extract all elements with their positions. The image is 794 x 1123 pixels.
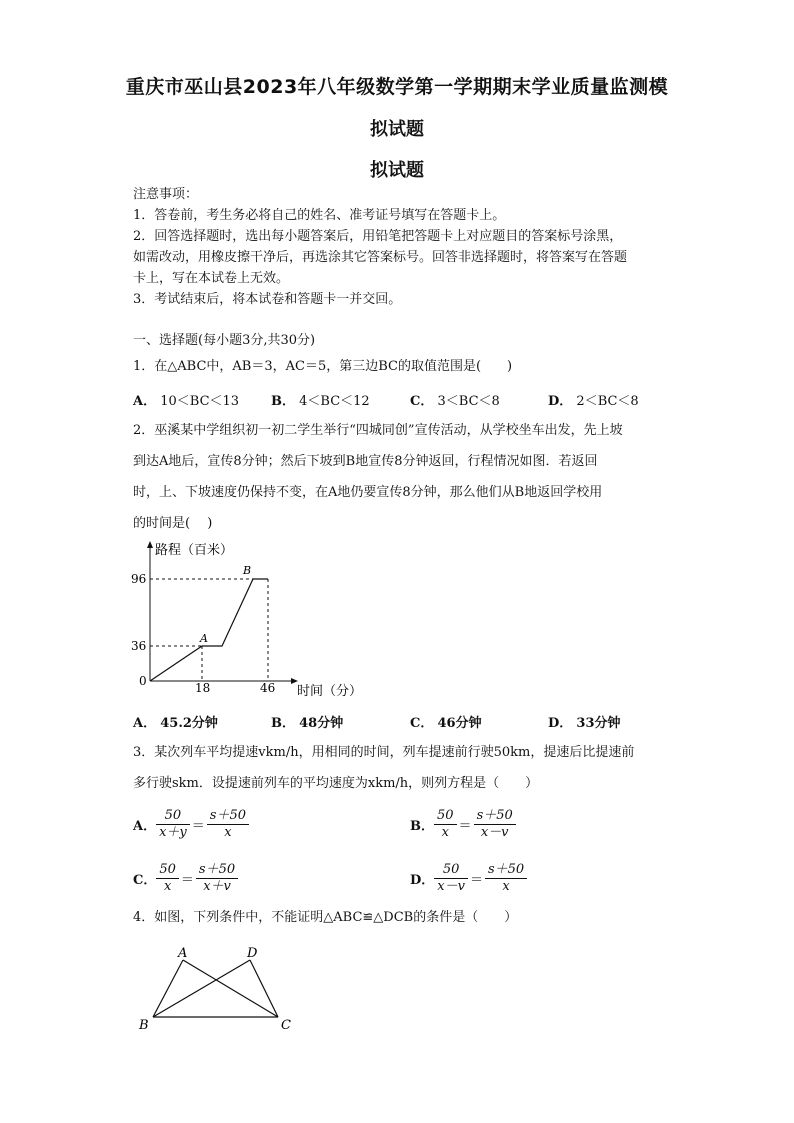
question-2-line1: 2．巫溪某中学组织初一初二学生举行“四城同创”宣传活动，从学校坐车出发，先上坡	[133, 423, 623, 438]
x-tick-18: 18	[195, 681, 211, 695]
vertex-a-label: A	[178, 946, 188, 961]
q2-option-b[interactable]: B． 48分钟	[271, 716, 344, 731]
travel-path	[150, 579, 268, 681]
notice-item-3: 3．考试结束后，将本试卷和答题卡一并交回。	[133, 292, 402, 307]
q3-option-c[interactable]: C． $\frac{50}{x}$ ＝ $\frac{s+50}{x+v}$	[133, 862, 238, 895]
question-2-line4: 的时间是( )	[133, 516, 213, 531]
page-title: 重庆市巫山县2023年八年级数学第一学期期末学业质量监测模	[125, 76, 669, 98]
question-3-line2: 多行驶skm．设提速前列车的平均速度为xkm/h，则列方程是（ ）	[133, 776, 539, 791]
y-axis-arrow	[147, 541, 153, 548]
fraction: $\frac{50}{x+y}$	[156, 808, 190, 841]
q3-option-a[interactable]: A． $\frac{50}{x+y}$ ＝ $\frac{s+50}{x}$	[133, 808, 249, 841]
notice-item-2-line2: 如需改动，用橡皮擦干净后，再选涂其它答案标号。回答非选择题时，将答案写在答题	[133, 250, 628, 265]
vertex-b-label: B	[139, 1018, 149, 1033]
distance-time-graph	[125, 538, 385, 708]
q3-option-b[interactable]: B． $\frac{50}{x}$ ＝ $\frac{s+50}{x-v}$	[410, 808, 516, 841]
x-tick-46: 46	[260, 681, 276, 695]
question-4-stem: 4．如图，下列条件中，不能证明△ABC≌△DCB的条件是（ ）	[133, 910, 518, 925]
q3-option-d[interactable]: D． $\frac{50}{x-v}$ ＝ $\frac{s+50}{x}$	[410, 862, 527, 895]
section-heading: 一、选择题(每小题3分,共30分)	[133, 333, 316, 348]
y-axis-label: 路程（百米）	[155, 543, 234, 558]
fraction: $\frac{s+50}{x-v}$	[474, 808, 516, 841]
point-a-label: A	[200, 632, 208, 645]
page-title-continued: 拟试题	[370, 119, 424, 140]
fraction: $\frac{50}{x-v}$	[434, 862, 468, 895]
origin-label: 0	[139, 674, 147, 688]
fraction: $\frac{50}{x}$	[156, 862, 179, 895]
q1-option-c[interactable]: C． 3＜BC＜8	[410, 394, 500, 409]
question-2-line3: 时，上、下坡速度仍保持不变，在A地仍要宣传8分钟，那么他们从B地返回学校用	[133, 485, 603, 500]
vertex-d-label: D	[247, 946, 258, 961]
notice-item-2-line3: 卡上，写在本试卷上无效。	[133, 271, 290, 286]
triangle-figure	[133, 940, 303, 1040]
x-axis-label: 时间（分）	[297, 684, 363, 699]
y-tick-36: 36	[131, 639, 147, 653]
page-subtitle: 拟试题	[370, 160, 424, 181]
question-1-stem: 1．在△ABC中，AB＝3，AC＝5，第三边BC的取值范围是( )	[133, 359, 513, 374]
fraction: $\frac{s+50}{x+v}$	[196, 862, 238, 895]
notice-item-2-line1: 2．回答选择题时，选出每小题答案后，用铅笔把答题卡上对应题目的答案标号涂黑，	[133, 229, 623, 244]
q2-option-a[interactable]: A． 45.2分钟	[133, 716, 218, 731]
point-b-label: B	[243, 564, 252, 577]
y-tick-96: 96	[131, 572, 147, 586]
q2-option-d[interactable]: D． 33分钟	[548, 716, 621, 731]
question-2-line2: 到达A地后，宣传8分钟；然后下坡到B地宣传8分钟返回，行程情况如图．若返回	[133, 454, 598, 469]
q1-option-d[interactable]: D． 2＜BC＜8	[548, 394, 639, 409]
notice-heading: 注意事项：	[133, 187, 199, 202]
fraction: $\frac{s+50}{x}$	[207, 808, 249, 841]
q1-option-a[interactable]: A． 10＜BC＜13	[133, 394, 240, 409]
question-3-line1: 3．某次列车平均提速vkm/h，用相同的时间，列车提速前行驶50km，提速后比提速前	[133, 745, 635, 760]
vertex-c-label: C	[281, 1018, 291, 1033]
q1-option-b[interactable]: B． 4＜BC＜12	[271, 394, 370, 409]
notice-item-1: 1．答卷前，考生务必将自己的姓名、准考证号填写在答题卡上。	[133, 208, 506, 223]
fraction: $\frac{s+50}{x}$	[485, 862, 527, 895]
q2-option-c[interactable]: C． 46分钟	[410, 716, 482, 731]
fraction: $\frac{50}{x}$	[434, 808, 457, 841]
